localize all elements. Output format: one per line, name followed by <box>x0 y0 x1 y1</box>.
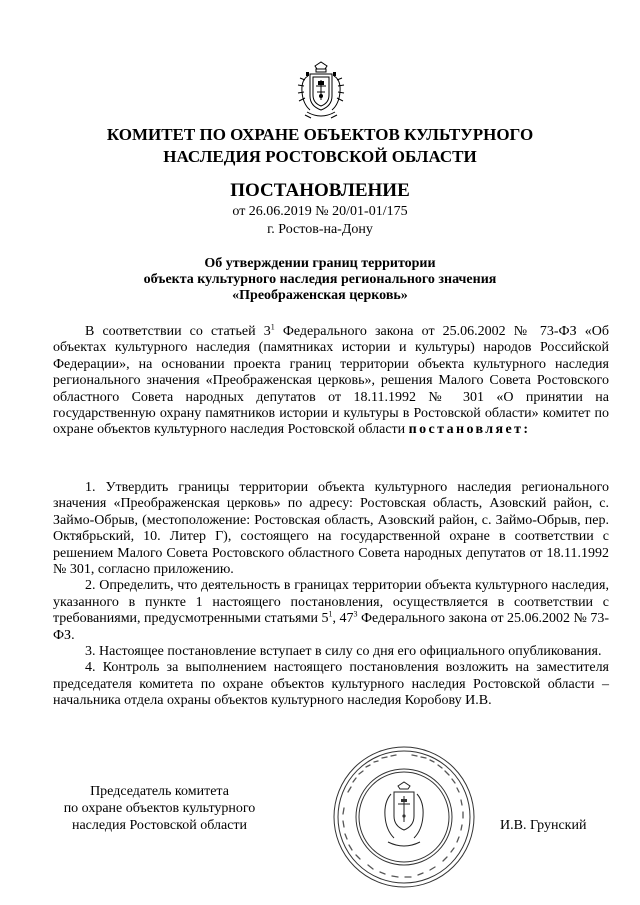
official-seal-icon <box>318 742 490 892</box>
coat-of-arms-icon <box>295 60 347 122</box>
org-line-2: НАСЛЕДИЯ РОСТОВСКОЙ ОБЛАСТИ <box>163 147 477 166</box>
subject-line-2: объекта культурного наследия регионального значения <box>143 272 497 287</box>
subject-line-1: Об утверждении границ территории <box>204 256 436 271</box>
item-2: 2. Определить, что деятельность в границах территории объекта культурного наследия, указанного в пункте 1 настоящего постановления, осуществляется в соответствии с требованиями, предусмотренными статьями $5^1$, $47^3$ Федерального закона от 25.06.2002 № 73-ФЗ. <box>53 578 610 643</box>
item-4: 4. Контроль за выполнением настоящего постановления возложить на заместителя председателя комитета по охране объектов культурного наследия Ростовской области – начальника отдела охраны объектов культурного наследия Коробову И.В. <box>53 660 609 709</box>
document-type: ПОСТАНОВЛЕНИЕ <box>230 180 410 201</box>
document-meta <box>80 203 560 239</box>
date-number: от 26.06.2019 № 20/01-01/175 <box>232 204 408 219</box>
intro-text: В соответствии со статьей $3^1$ Федерального закона от 25.06.2002 № 73-ФЗ «Об объектах культурного наследия (памятниках истории и культуры) народов Российской Федерации», на основании проекта границ территории объекта культурного наследия регионального значения «Преображенская церковь», решения Малого Совета Ростовского областного Совета народных депутатов от 18.11.1992 № 301 «О принятии на государственную охрану памятников истории и культуры в Ростовской области» комитет по охране объектов культурного наследия Ростовской области постановляет: <box>53 322 609 438</box>
signatory-position: Председатель комитета по охране объектов культурного наследия Ростовской области <box>63 784 256 833</box>
decree-word: постановляет: <box>408 422 531 438</box>
document-subject <box>120 256 520 304</box>
subject-line-3: «Преображенская церковь» <box>232 288 408 303</box>
item-1: 1. Утвердить границы территории объекта культурного наследия регионального значения «Преображенская церковь» по адресу: Ростовская область, Азовский район, с. Займо-Обрыв, (местоположение: Ростовская область, Азовский район, с. Займо-Обрыв, пер. Октябрьский, 10. Литер Г), состоящего на государственной охране в соответствии с решением Малого Совета Ростовского областного Совета народных депутатов от 18.11.1992 № 301, согласно приложению. <box>53 480 609 578</box>
organization-name <box>80 124 560 168</box>
signatory-name: И.В. Грунский <box>500 818 587 833</box>
city: г. Ростов-на-Дону <box>267 222 373 237</box>
decree-items <box>53 480 609 710</box>
intro-paragraph <box>53 324 609 439</box>
item-3: 3. Настоящее постановление вступает в силу со дня его официального опубликования. <box>85 644 602 660</box>
org-line-1: КОМИТЕТ ПО ОХРАНЕ ОБЪЕКТОВ КУЛЬТУРНОГО <box>106 125 534 144</box>
